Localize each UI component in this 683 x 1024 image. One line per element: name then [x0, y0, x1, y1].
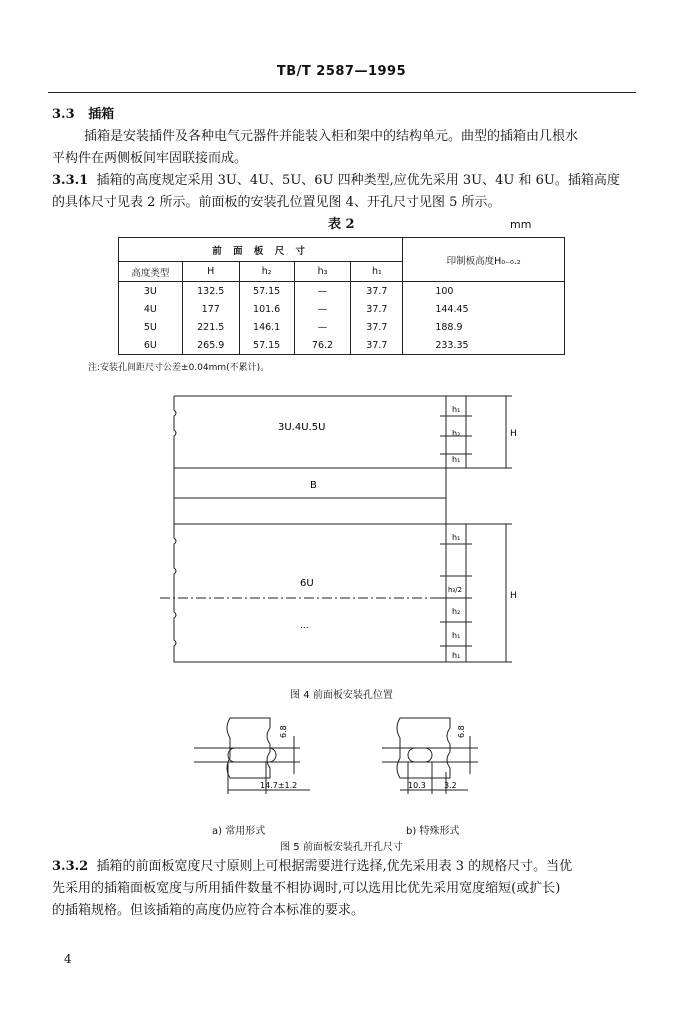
- lower-hole-marks: [440, 544, 446, 646]
- oblong-hole: [228, 748, 276, 762]
- section-text: 插箱的前面板宽度尺寸原则上可根据需要进行选择,优先采用表 3 的规格尺寸。当优: [96, 859, 573, 874]
- table-cell: 37.7: [351, 282, 403, 301]
- dim-label-3-2: 3.2: [444, 781, 457, 790]
- gap-strip: [174, 498, 446, 524]
- table-unit: mm: [510, 218, 532, 231]
- table-cell: 144.45: [403, 300, 565, 318]
- section-3-3-2-line2: 先采用的插箱面板宽度与所用插件数量不相协调时,可以选用比优先采用宽度缩短(或扩长): [52, 881, 561, 896]
- table-cell: 57.15: [239, 336, 294, 355]
- section-3-3-1-line1: [52, 170, 620, 192]
- dim-label-h1: h₁: [452, 405, 461, 414]
- dim-label-H: H: [510, 591, 517, 601]
- table-note: 注:安装孔间距尺寸公差±0.04mm(不累计)。: [88, 363, 270, 373]
- section-number: 3.3.1: [52, 173, 89, 188]
- figure-5b-subcaption: b) 特殊形式: [406, 826, 460, 837]
- table-col-header: h₂: [239, 262, 294, 282]
- figure-label-b: B: [310, 480, 317, 491]
- dim-label-H: H: [510, 429, 517, 439]
- table-cell: 37.7: [351, 336, 403, 355]
- hole-extensions: [194, 748, 300, 762]
- section-3-3-body-line1: 插箱是安装插件及各种电气元器件并能装入柜和架中的结构单元。曲型的插箱由几根水: [84, 129, 579, 144]
- figure-5b-diagram: [378, 712, 508, 804]
- table-cell: 37.7: [351, 300, 403, 318]
- table-cell: 37.7: [351, 318, 403, 336]
- table-row: [119, 300, 565, 318]
- dim-label-10-3: 10.3: [408, 781, 426, 790]
- header-rule: [48, 92, 636, 93]
- figure-5a-subcaption: a) 常用形式: [212, 826, 266, 837]
- section-3-3-1-line2: 的具体尺寸见表 2 所示。前面板的安装孔位置见图 4、开孔尺寸见图 5 所示。: [52, 195, 501, 210]
- dim-label-6-8: 6.8: [457, 725, 466, 738]
- table-group-header: 前 面 板 尺 寸: [119, 238, 403, 262]
- table-col-header: h₁: [351, 262, 403, 282]
- table-col-header: 高度类型: [119, 262, 183, 282]
- table-cell: 233.35: [403, 336, 565, 355]
- standard-number-header: TB/T 2587—1995: [276, 64, 407, 79]
- figure-label-dots: ...: [300, 621, 309, 631]
- table-pcb-header: 印制板高度H₀₋₀.₂: [403, 238, 565, 282]
- table-cell: —: [294, 318, 351, 336]
- table-col-header: H: [182, 262, 239, 282]
- figure-5a-diagram: [190, 712, 330, 804]
- section-3-3-heading: [52, 104, 114, 126]
- table-cell: —: [294, 300, 351, 318]
- section-3-3-2-line3: 的插箱规格。但该插箱的高度仍应符合本标准的要求。: [52, 903, 365, 918]
- section-text: 插箱的高度规定采用 3U、4U、5U、6U 四种类型,应优先采用 3U、4U 和 6U。插箱高度: [96, 173, 620, 188]
- dim-label-width: 14.7±1.2: [260, 781, 298, 790]
- upper-hole-marks: [440, 416, 446, 454]
- table-row: [119, 318, 565, 336]
- table-cell: 221.5: [182, 318, 239, 336]
- section-number: 3.3: [52, 107, 75, 122]
- table-cell: 4U: [119, 300, 183, 318]
- dim-label-h1: h₁: [452, 631, 461, 640]
- section-title: 插箱: [88, 107, 115, 122]
- section-3-3-2-line1: [52, 856, 572, 878]
- dim-label-h1: h₁: [452, 651, 461, 660]
- oblong-hole: [408, 748, 432, 762]
- figure-label-upper: 3U.4U.5U: [278, 422, 326, 433]
- page-number: 4: [64, 952, 72, 966]
- figure-4-caption: 图 4 前面板安装孔位置: [290, 690, 393, 701]
- table-cell: 6U: [119, 336, 183, 355]
- section-number: 3.3.2: [52, 859, 89, 874]
- figure-label-lower: 6U: [300, 578, 314, 589]
- table-cell: 3U: [119, 282, 183, 301]
- lower-panel-outline: [174, 524, 446, 662]
- table-cell: 101.6: [239, 300, 294, 318]
- table-row: [119, 282, 565, 301]
- dim-label-h2: h₂: [452, 607, 461, 616]
- figure-4-diagram: [160, 388, 530, 670]
- dim-label-h3-half: h₃/2: [448, 586, 463, 594]
- dim-label-h2: h₂: [452, 429, 461, 438]
- table-cell: 100: [403, 282, 565, 301]
- table-cell: 146.1: [239, 318, 294, 336]
- table-col-header: h₃: [294, 262, 351, 282]
- table-cell: 76.2: [294, 336, 351, 355]
- figure-5-caption: 图 5 前面板安装孔开孔尺寸: [280, 842, 403, 853]
- table-cell: 188.9: [403, 318, 565, 336]
- table-cell: 132.5: [182, 282, 239, 301]
- table-cell: —: [294, 282, 351, 301]
- table-row: [119, 336, 565, 355]
- table-cell: 177: [182, 300, 239, 318]
- section-3-3-body-line2: 平构件在两侧板间牢固联接而成。: [52, 151, 248, 166]
- table-cell: 265.9: [182, 336, 239, 355]
- table-title: 表 2: [328, 217, 355, 232]
- table-cell: 57.15: [239, 282, 294, 301]
- table-2: [118, 237, 565, 355]
- dim-label-6-8: 6.8: [279, 725, 288, 738]
- dim-label-h1: h₁: [452, 455, 461, 464]
- table-cell: 5U: [119, 318, 183, 336]
- dim-label-h1: h₁: [452, 533, 461, 542]
